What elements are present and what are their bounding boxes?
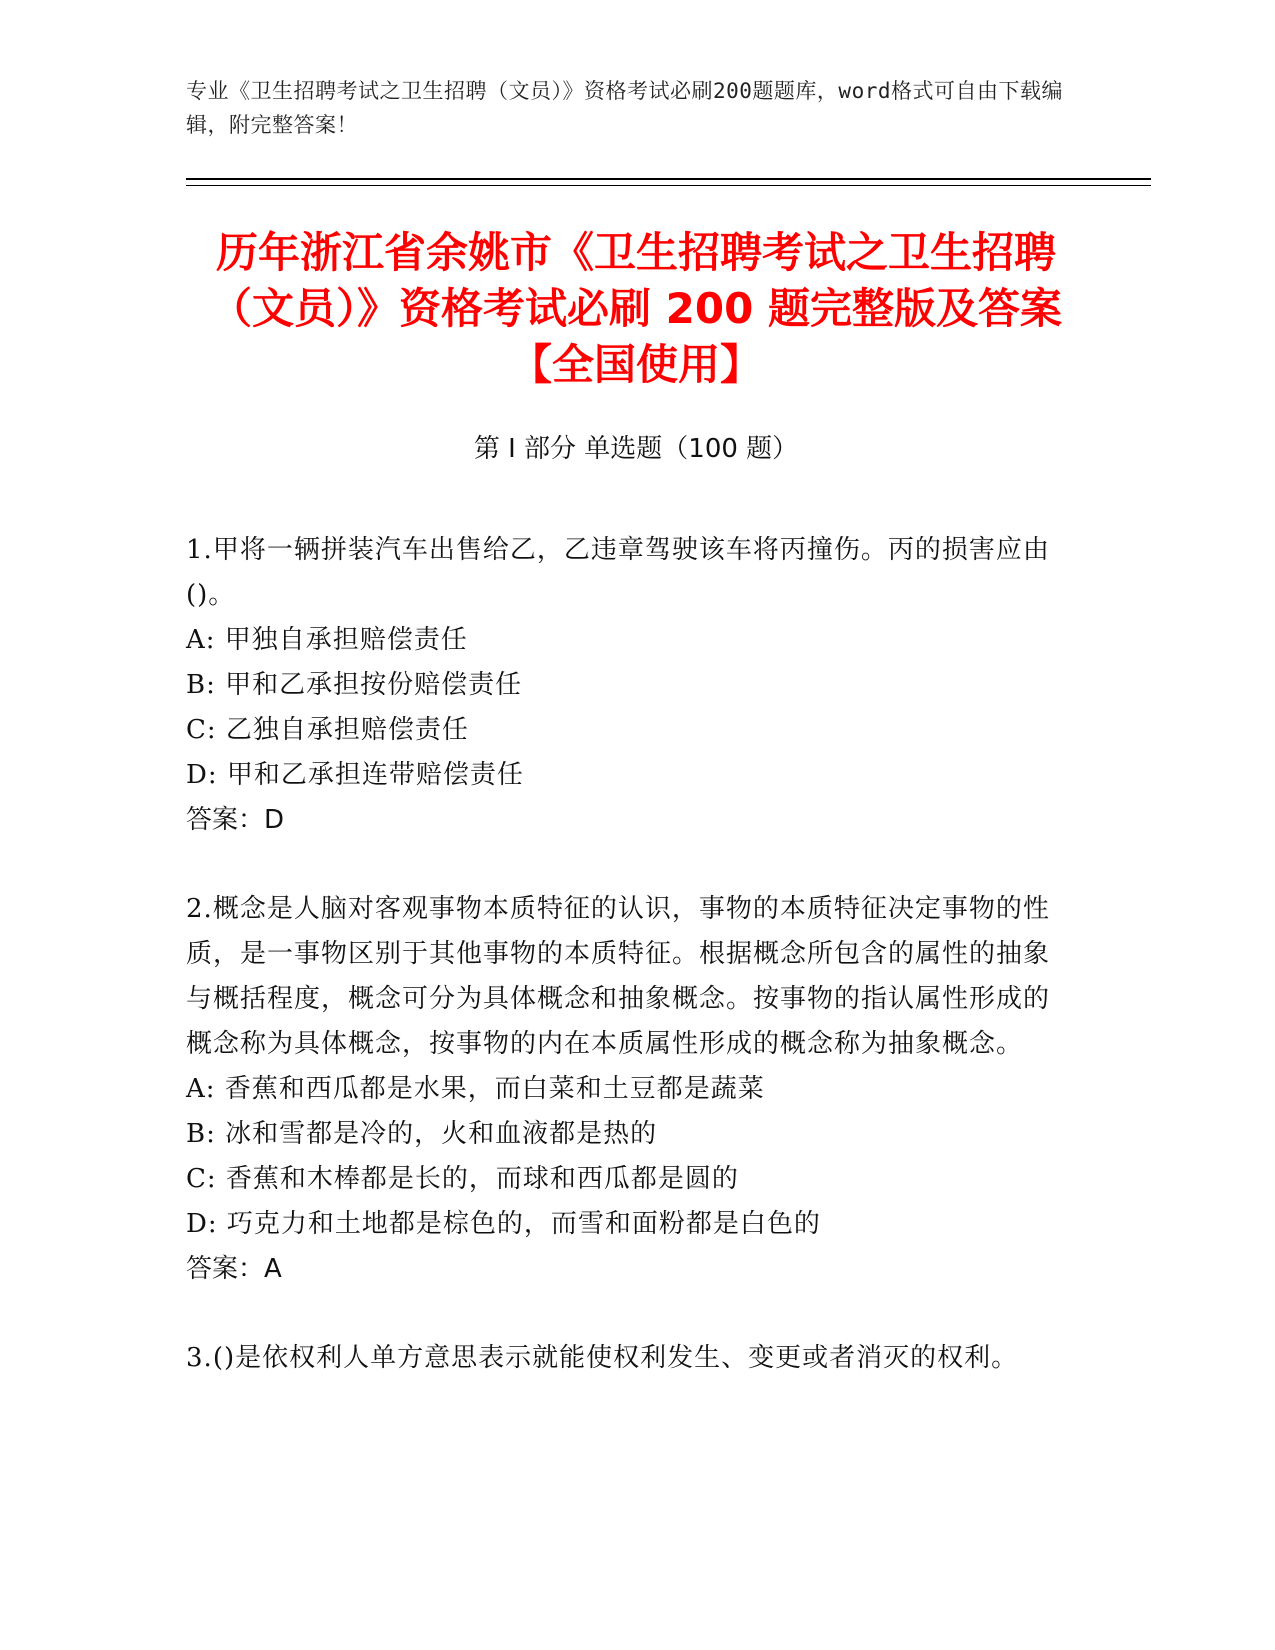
question-stem — [186, 887, 1076, 1067]
question-2 — [186, 887, 1076, 1292]
question-number: 2. — [186, 894, 213, 924]
option-d: D: 甲和乙承担连带赔偿责任 — [186, 760, 524, 790]
option-a: A: 甲独自承担赔偿责任 — [186, 625, 468, 655]
answer: 答案：A — [186, 1254, 282, 1284]
document-title: 历年浙江省余姚市《卫生招聘考试之卫生招聘（文员）》资格考试必刷 200 题完整版及答案【全国使用】 — [210, 228, 1062, 389]
option-b: B: 甲和乙承担按份赔偿责任 — [186, 670, 523, 700]
question-text: 概念是人脑对客观事物本质特征的认识，事物的本质特征决定事物的性质，是一事物区别于其他事物的本质特征。根据概念所包含的属性的抽象与概括程度，概念可分为具体概念和抽象概念。按事物的指认属性形成的概念称为具体概念，按事物的内在本质属性形成的概念称为抽象概念。 — [186, 894, 1051, 1059]
question-text: 甲将一辆拼装汽车出售给乙，乙违章驾驶该车将丙撞伤。丙的损害应由()。 — [186, 535, 1050, 610]
option-c: C: 香蕉和木棒都是长的，而球和西瓜都是圆的 — [186, 1164, 739, 1194]
header-divider-thin — [186, 185, 1151, 186]
question-number: 1. — [186, 535, 213, 565]
question-1 — [186, 528, 1076, 843]
section-title: 第 I 部分 单选题（100 题） — [473, 434, 799, 464]
header-note: 专业《卫生招聘考试之卫生招聘（文员）》资格考试必刷200题题库，word格式可自由下载编辑，附完整答案！ — [186, 79, 1063, 137]
question-3 — [186, 1336, 1076, 1381]
question-number: 3. — [186, 1343, 213, 1373]
question-list — [186, 528, 1076, 1425]
question-text: ()是依权利人单方意思表示就能使权利发生、变更或者消灭的权利。 — [212, 1343, 1019, 1373]
header-divider-thick — [186, 178, 1151, 180]
option-c: C: 乙独自承担赔偿责任 — [186, 715, 469, 745]
question-stem — [186, 528, 1076, 618]
option-d: D: 巧克力和土地都是棕色的，而雪和面粉都是白色的 — [186, 1209, 821, 1239]
answer: 答案：D — [186, 805, 285, 835]
option-b: B: 冰和雪都是冷的，火和血液都是热的 — [186, 1119, 658, 1149]
question-stem — [186, 1336, 1076, 1381]
option-a: A: 香蕉和西瓜都是水果，而白菜和土豆都是蔬菜 — [186, 1074, 765, 1104]
